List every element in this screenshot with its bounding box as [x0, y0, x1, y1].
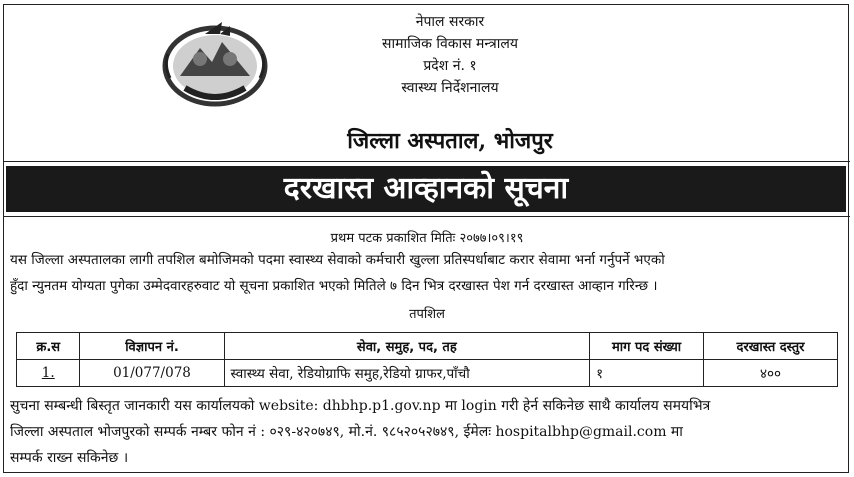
cell-service: स्वास्थ्य सेवा, रेडियोग्राफि समुह,रेडियो ग्राफर,पाँचौ [224, 360, 590, 387]
cell-ad-number: 01/077/078 [80, 360, 224, 387]
table-header-row [17, 333, 838, 360]
divider [4, 161, 850, 162]
cell-fee: ४०० [704, 360, 838, 387]
footer-line3: सम्पर्क राख्न सकिनेछ । [10, 450, 129, 466]
col-serial: क्र.स [17, 333, 80, 360]
notice-title-banner: दरखास्त आव्हानको सूचना [6, 166, 846, 212]
cell-post-count: १ [590, 360, 704, 387]
col-service: सेवा, समुह, पद, तह [224, 333, 590, 360]
vacancy-table [16, 332, 838, 387]
col-ad-number: विज्ञापन नं. [80, 333, 224, 360]
ministry-name: सामाजिक विकास मन्त्रालय [382, 36, 518, 52]
directorate-name: स्वास्थ्य निर्देशनालय [401, 80, 499, 96]
details-heading: तपशिल [409, 307, 445, 322]
notice-paragraph-line2: हुँदा न्युनतम योग्यता पुगेका उम्मेदवारहरुवाट यो सूचना प्रकाशित भएको मितिले ७ दिन भित्र दरखास्त पेश गर्न दरखास्त आव्हान गरिन्छ । [10, 278, 658, 294]
notice-paragraph-line1: यस जिल्ला अस्पतालका लागी तपशिल बमोजिमको पदमा स्वास्थ्य सेवाको कर्मचारी खुल्ला प्रतिस्पर्धाबाट करार सेवामा भर्ना गर्नुपर्ने भएको [10, 252, 665, 268]
cell-serial: 1. [17, 360, 80, 387]
province-name: प्रदेश नं. १ [423, 58, 477, 74]
govt-name: नेपाल सरकार [415, 14, 485, 30]
col-post-count: माग पद संख्या [590, 333, 704, 360]
col-fee: दरखास्त दस्तुर [704, 333, 838, 360]
publish-date: प्रथम पटक प्रकाशित मितिः २०७७।०९।१९ [330, 231, 524, 246]
nepal-emblem-icon [160, 14, 270, 112]
footer-line1: सुचना सम्बन्धी बिस्तृत जानकारी यस कार्यालयको website: dhbhp.p1.gov.np मा login गरी हेर्न सकिनेछ साथै कार्यालय समयभित्र [10, 398, 711, 414]
office-name: जिल्ला अस्पताल, भोजपुर [347, 128, 553, 154]
footer-line2: जिल्ला अस्पताल भोजपुरको सम्पर्क नम्बर फोन नं : ०२९-४२०७४९, मो.नं. ९८५२०५२७४९, ईमेलः hospitalbhp@gmail.com मा [10, 424, 683, 440]
divider [4, 216, 850, 217]
table-row [17, 360, 838, 387]
